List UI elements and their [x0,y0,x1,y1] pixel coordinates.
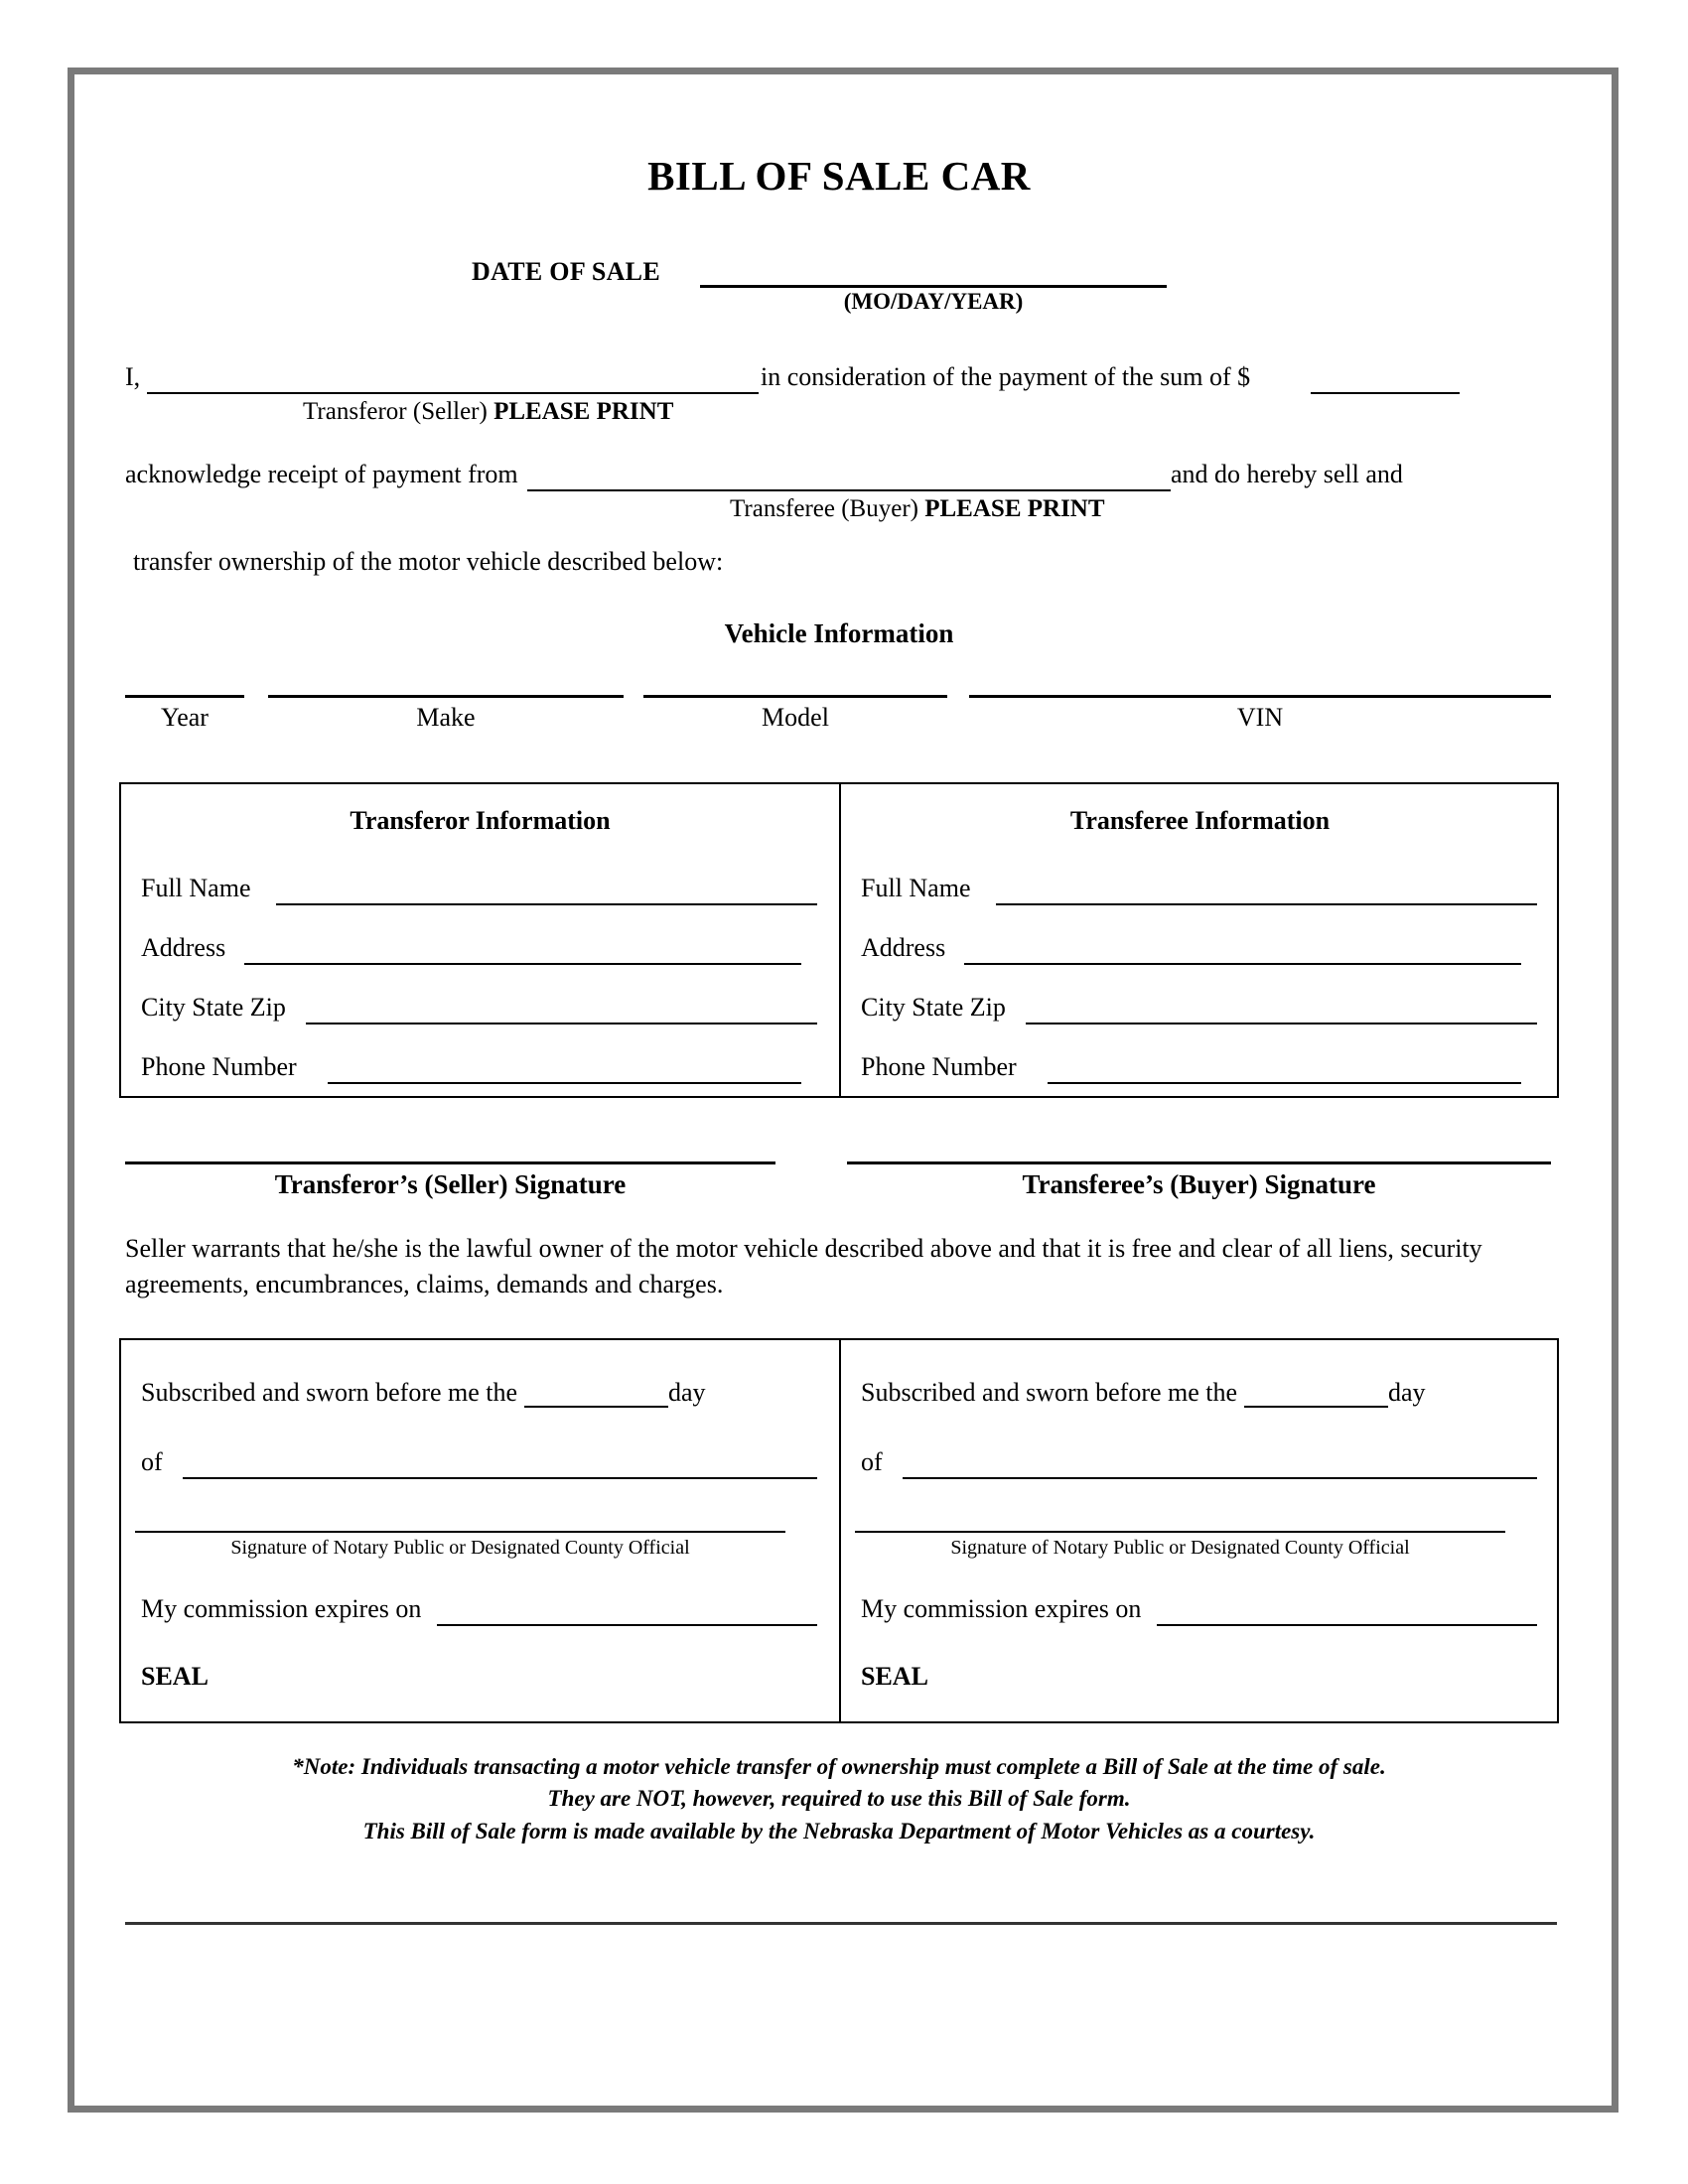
notary-month-input-buyer[interactable] [903,1477,1537,1479]
notary-signature-input-buyer[interactable] [855,1531,1505,1533]
notary-signature-caption-seller: Signature of Notary Public or Designated County Official [230,1536,690,1559]
transferor-phone-label: Phone Number [141,1052,297,1081]
page-frame [68,68,1618,2113]
transferee-city-state-zip-label: City State Zip [861,993,1006,1022]
notary-sworn-prefix-buyer: Subscribed and sworn before me the [861,1377,1238,1407]
seller-signature-label: Transferor’s (Seller) Signature [274,1169,627,1199]
notary-expires-label-seller: My commission expires on [141,1593,422,1623]
transferee-phone-label: Phone Number [861,1052,1017,1081]
seller-line [119,362,1559,425]
notary-sworn-suffix-buyer: day [1388,1377,1426,1407]
date-of-sale-label: DATE OF SALE [472,257,660,286]
footer-note-line-2: They are NOT, however, required to use this Bill of Sale form. [547,1786,1131,1812]
transferor-phone-row [141,1052,817,1086]
notary-expires-label-buyer: My commission expires on [861,1593,1142,1623]
transferor-city-state-zip-row [141,993,817,1026]
i-text: I, [125,362,141,391]
buyer-line [119,460,1559,522]
notary-panel-seller [121,1340,839,1721]
transferee-title: Transferee Information [1069,806,1331,835]
signature-row [119,1161,1559,1223]
transferor-full-name-label: Full Name [141,874,251,902]
transferor-address-row [141,933,817,967]
date-of-sale-row [119,257,1559,314]
buyer-signature-input[interactable] [847,1161,1551,1164]
notary-expires-input-buyer[interactable] [1157,1624,1537,1626]
page-inner [74,74,1612,2106]
transferor-city-state-zip-input[interactable] [306,1023,817,1024]
vehicle-model-label: Model [762,703,829,732]
vehicle-make-label: Make [416,703,476,732]
notary-sworn-row-buyer [861,1378,1559,1412]
seller-caption-plain: Transferor (Seller) [303,398,494,425]
transferor-full-name-input[interactable] [276,903,817,905]
transferee-phone-row [861,1052,1537,1086]
transferor-phone-input[interactable] [328,1082,801,1084]
transfer-ownership-text: transfer ownership of the motor vehicle described below: [133,547,724,576]
transferee-full-name-row [861,874,1537,907]
buyer-caption [730,495,1105,523]
transferor-city-state-zip-label: City State Zip [141,993,286,1022]
transferor-full-name-row [141,874,817,907]
seller-name-input[interactable] [147,392,759,394]
buyer-caption-bold: PLEASE PRINT [924,495,1105,522]
transferee-phone-input[interactable] [1048,1082,1521,1084]
vehicle-vin-label: VIN [1236,703,1284,732]
seller-signature-input[interactable] [125,1161,775,1164]
buyer-caption-plain: Transferee (Buyer) [730,495,925,522]
footer-note-line-1: *Note: Individuals transacting a motor vehicle transfer of ownership must complete a Bill of Sale at the time of sale. [292,1753,1386,1779]
acknowledge-text: acknowledge receipt of payment from [125,460,518,488]
and-sell-text: and do hereby sell and [1171,460,1403,488]
notary-signature-input-seller[interactable] [135,1531,785,1533]
notary-of-row-buyer [861,1447,1537,1481]
transferee-address-row [861,933,1537,967]
transferee-full-name-label: Full Name [861,874,971,902]
page-title: BILL OF SALE CAR [647,153,1031,199]
notary-of-label-seller: of [141,1446,163,1476]
transferor-address-label: Address [141,933,226,962]
party-information-box [119,782,1559,1098]
vehicle-make-input[interactable] [268,695,624,698]
bottom-divider [125,1922,1557,1925]
notary-of-label-buyer: of [861,1446,883,1476]
notary-sworn-row-seller [141,1378,839,1412]
transferee-full-name-input[interactable] [996,903,1537,905]
seller-caption-bold: PLEASE PRINT [493,398,674,425]
notary-signature-block-buyer [855,1531,1559,1576]
notary-expires-input-seller[interactable] [437,1624,817,1626]
buyer-signature-label: Transferee’s (Buyer) Signature [1022,1169,1376,1199]
notary-expires-row-buyer [861,1594,1537,1628]
vehicle-information-heading: Vehicle Information [724,618,954,648]
notary-signature-block-seller [135,1531,839,1576]
footer-note-line-3: This Bill of Sale form is made available by the Nebraska Department of Motor Vehicles as a courtesy. [362,1819,1316,1844]
warranty-text: Seller warrants that he/she is the lawful owner of the motor vehicle described above and that it is free and clear of all liens, security agreements, encumbrances, claims, demands and charges. [125,1234,1482,1298]
notary-sworn-suffix-seller: day [668,1377,706,1407]
transferee-address-input[interactable] [964,963,1521,965]
notary-panel-buyer [841,1340,1559,1721]
vehicle-year-label: Year [161,703,209,732]
notary-seal-label-seller: SEAL [141,1661,209,1691]
transferor-title: Transferor Information [350,806,611,835]
notary-sworn-prefix-seller: Subscribed and sworn before me the [141,1377,518,1407]
notary-of-row-seller [141,1447,817,1481]
vehicle-model-input[interactable] [643,695,947,698]
notary-seal-label-buyer: SEAL [861,1661,928,1691]
transferee-address-label: Address [861,933,946,962]
notary-month-input-seller[interactable] [183,1477,817,1479]
date-of-sale-input[interactable] [700,285,1167,288]
notary-day-input-seller[interactable] [524,1406,668,1408]
footer-note [119,1751,1559,1848]
vehicle-vin-input[interactable] [969,695,1551,698]
notary-box [119,1338,1559,1723]
transferee-panel [841,784,1559,1096]
sale-amount-input[interactable] [1311,392,1460,394]
consideration-block [119,362,1559,577]
buyer-name-input[interactable] [527,489,1171,491]
document-content [119,106,1559,1925]
notary-expires-row-seller [141,1594,817,1628]
transferor-panel [121,784,839,1096]
notary-signature-caption-buyer: Signature of Notary Public or Designated County Official [950,1536,1410,1559]
date-format-hint: (MO/DAY/YEAR) [843,289,1024,314]
transferee-city-state-zip-row [861,993,1537,1026]
transferee-city-state-zip-input[interactable] [1026,1023,1537,1024]
notary-day-input-buyer[interactable] [1244,1406,1388,1408]
vehicle-year-input[interactable] [125,695,244,698]
consideration-text: in consideration of the payment of the sum of $ [761,362,1251,391]
seller-caption [303,398,673,426]
vehicle-fields-row [119,695,1559,758]
transferor-address-input[interactable] [244,963,801,965]
